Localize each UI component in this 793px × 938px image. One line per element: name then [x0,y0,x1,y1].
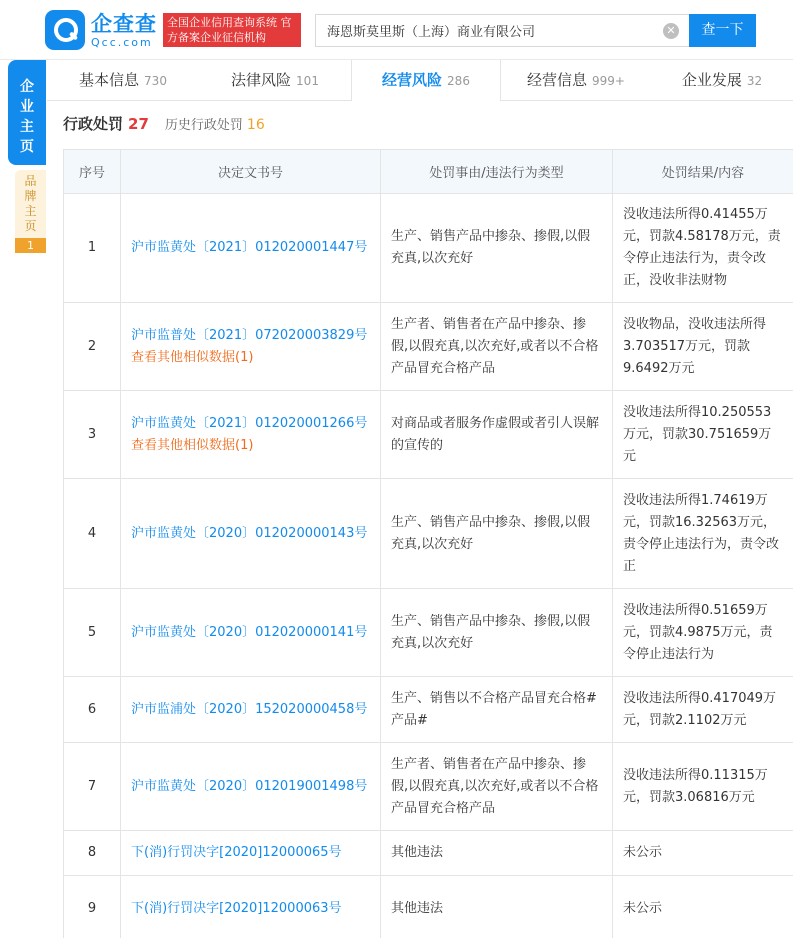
tab-label: 经营信息 [527,71,588,89]
table-row [64,194,793,303]
row-reason: 生产、销售以不合格产品冒充合格#产品# [381,677,613,743]
row-no: 5 [64,589,121,677]
main-tabs [47,60,793,101]
brand-count-badge: 1 [15,238,46,253]
tab-label: 企业发展 [681,71,742,89]
row-reason: 对商品或者服务作虚假或者引人误解的宣传的 [381,391,613,479]
row-reason: 生产者、销售者在产品中掺杂、掺假,以假充真,以次充好,或者以不合格产品冒充合格产品 [381,743,613,831]
tab-company-development[interactable] [651,60,793,101]
clear-icon[interactable]: ✕ [663,23,679,39]
row-no: 3 [64,391,121,479]
search-input[interactable] [316,15,646,46]
similar-data-link[interactable]: 查看其他相似数据(1) [131,437,254,453]
row-reason: 生产、销售产品中掺杂、掺假,以假充真,以次充好 [381,479,613,589]
side-brand-char: 品 [24,174,37,188]
row-result: 没收违法所得0.417049万元，罚款2.1102万元 [613,677,793,743]
tab-label: 法律风险 [231,71,292,89]
tab-label: 经营风险 [382,71,443,89]
site-logo[interactable] [45,10,301,50]
row-result: 没收违法所得0.41455万元，罚款4.58178万元，责令停止违法行为，责令改正，没收非法财物 [613,194,793,303]
row-doc [121,303,381,391]
similar-data-link[interactable]: 查看其他相似数据(1) [131,349,254,365]
row-no: 7 [64,743,121,831]
doc-link[interactable]: 沪市监黄处〔2020〕012020000143号 [131,525,368,541]
row-no: 4 [64,479,121,589]
table-header-row [64,150,793,194]
logo-tagline: 全国企业信用查询系统 官方备案企业征信机构 [163,13,301,47]
row-doc [121,677,381,743]
table-row [64,743,793,831]
table-row [64,831,793,876]
side-main-char: 页 [20,139,34,155]
doc-link[interactable]: 沪市监黄处〔2021〕012020001266号 [131,415,368,431]
brand-home-tab[interactable] [15,170,46,252]
row-no: 1 [64,194,121,303]
row-doc [121,479,381,589]
row-result: 未公示 [613,876,793,938]
row-result: 没收违法所得0.11315万元，罚款3.06816万元 [613,743,793,831]
logo-name: 企查查 [91,11,157,36]
row-reason: 其他违法 [381,831,613,876]
row-doc [121,589,381,677]
tab-count: 101 [296,74,319,88]
header-doc: 决定文书号 [121,150,381,194]
row-no: 6 [64,677,121,743]
history-penalty-link[interactable] [165,114,265,133]
side-brand-char: 页 [24,219,37,233]
side-main-char: 企 [20,79,34,95]
table-row [64,303,793,391]
logo-domain: Qcc.com [91,35,153,49]
penalty-table [63,149,793,938]
search-logo-icon [45,10,85,50]
row-doc [121,743,381,831]
doc-link[interactable]: 沪市监黄处〔2020〕012020000141号 [131,624,368,640]
tab-label: 基本信息 [79,71,140,89]
tab-business-info[interactable] [501,60,651,101]
tab-count: 730 [144,74,167,88]
doc-link[interactable]: 下(消)行罚决字[2020]12000063号 [131,900,342,916]
row-doc [121,194,381,303]
table-row [64,677,793,743]
search-box [315,14,689,47]
tab-basic-info[interactable] [47,60,199,101]
doc-link[interactable]: 沪市监浦处〔2020〕152020000458号 [131,701,368,717]
side-brand-char: 牌 [24,189,37,203]
doc-link[interactable]: 沪市监黄处〔2021〕012020001447号 [131,240,368,255]
row-result: 没收违法所得10.250553万元，罚款30.751659万元 [613,391,793,479]
tab-count: 286 [447,74,470,88]
row-no: 8 [64,831,121,876]
row-reason: 生产、销售产品中掺杂、掺假,以假充真,以次充好 [381,589,613,677]
row-doc [121,876,381,938]
doc-link[interactable]: 沪市监黄处〔2020〕012019001498号 [131,778,368,794]
row-no: 9 [64,876,121,938]
row-doc [121,391,381,479]
logo-text [91,12,157,49]
row-result: 未公示 [613,831,793,876]
table-row [64,589,793,677]
tab-count: 32 [746,74,763,88]
doc-link[interactable]: 下(消)行罚决字[2020]12000065号 [131,845,342,860]
row-reason: 生产、销售产品中掺杂、掺假,以假充真,以次充好 [381,194,613,303]
header-reason: 处罚事由/违法行为类型 [381,150,613,194]
side-brand-char: 主 [24,204,37,218]
doc-link[interactable]: 沪市监普处〔2021〕072020003829号 [131,327,368,343]
tab-business-risk[interactable] [351,60,501,101]
row-reason: 生产者、销售者在产品中掺杂、掺假,以假充真,以次充好,或者以不合格产品冒充合格产品 [381,303,613,391]
side-main-char: 业 [20,99,34,115]
row-result: 没收违法所得0.51659万元，罚款4.9875万元，责令停止违法行为 [613,589,793,677]
section-title [63,113,265,134]
table-row [64,876,793,938]
header-no: 序号 [64,150,121,194]
top-header [0,0,793,60]
row-result: 没收物品，没收违法所得3.703517万元，罚款9.6492万元 [613,303,793,391]
row-no: 2 [64,303,121,391]
tab-legal-risk[interactable] [199,60,351,101]
history-count: 16 [246,117,265,133]
header-result: 处罚结果/内容 [613,150,793,194]
row-result: 没收违法所得1.74619万元，罚款16.32563万元，责令停止违法行为，责令改正 [613,479,793,589]
table-row [64,391,793,479]
table-row [64,479,793,589]
company-home-tab[interactable] [8,60,46,165]
row-doc [121,831,381,876]
tab-count: 999+ [592,74,625,88]
section-count: 27 [128,115,149,133]
section-title-label: 行政处罚 [63,115,124,133]
row-reason: 其他违法 [381,876,613,938]
side-main-char: 主 [20,119,34,135]
search-button[interactable]: 查一下 [689,14,756,47]
history-label: 历史行政处罚 [164,118,243,133]
